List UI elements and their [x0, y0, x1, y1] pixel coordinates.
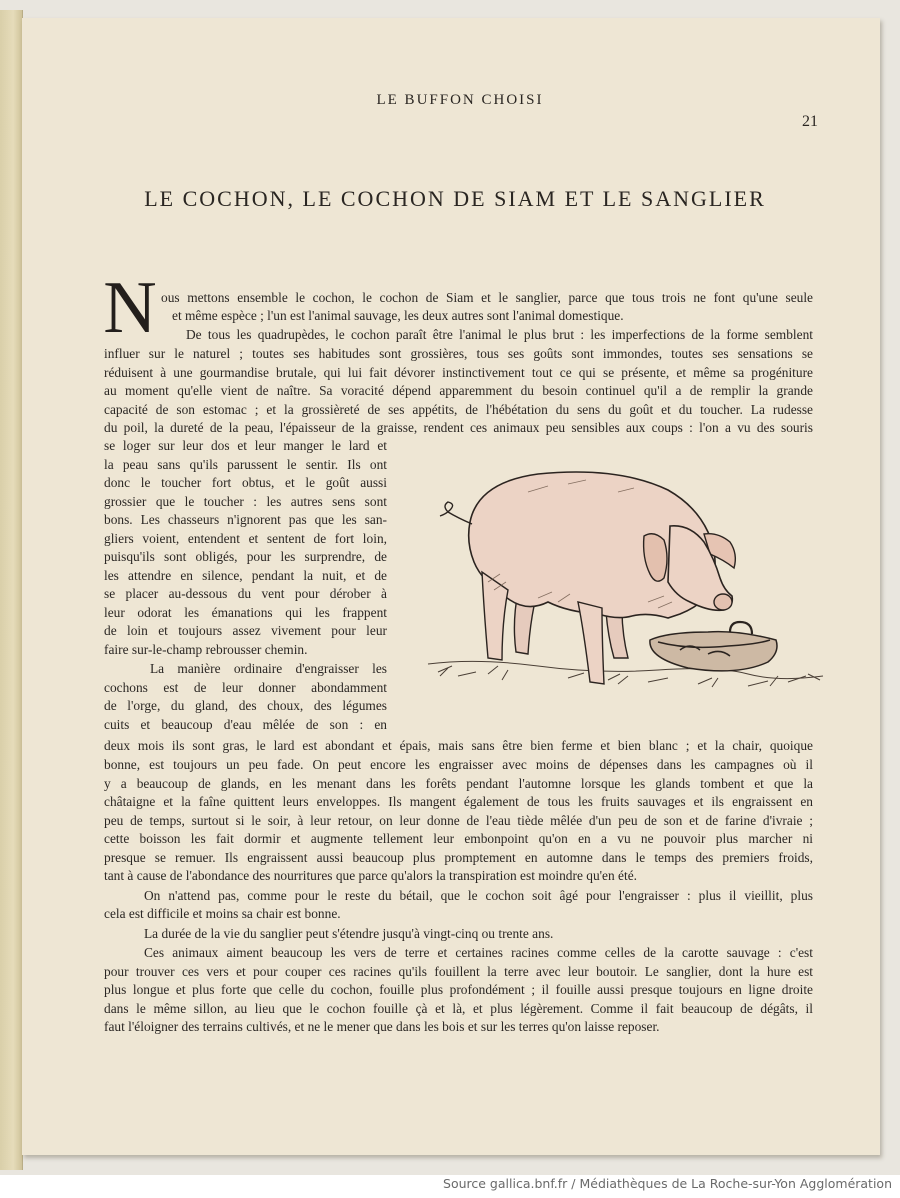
feeding-trough [650, 622, 777, 671]
body-line: presque se remuer. Ils engraissent aussi beaucoup plus promptement en automne dans le temps des premiers froids, [104, 850, 813, 865]
column-line: leur odorat les émanations qui les frappent [104, 605, 387, 620]
ground-straw [428, 661, 823, 687]
intro-line: ous mettons ensemble le cochon, le cochon de Siam et le sanglier, parce que tous trois ne font qu'une seule [161, 290, 813, 305]
column-line: gliers voient, entendent et sentent de fort loin, [104, 531, 387, 546]
column-line: la peau sans qu'ils parussent le sentir. Ils ont [104, 457, 387, 472]
body-line: faut l'éloigner des terrains cultivés, et ne le mener que dans les bois et sur les terres qu'on laisse reposer. [104, 1019, 660, 1034]
column-line: puisqu'ils sont obligés, pour les surprendre, de [104, 549, 387, 564]
body-line: De tous les quadrupèdes, le cochon paraît être l'animal le plus brut : les imperfections de la forme semblent [186, 327, 813, 342]
column-line: cuits et beaucoup d'eau mêlée de son : en [104, 717, 387, 732]
column-line: grossier que le toucher : les autres sens sont [104, 494, 387, 509]
column-line: se placer au-dessous du vent pour dérober à [104, 586, 387, 601]
pig-snout [714, 594, 732, 610]
column-line: se loger sur leur dos et leur manger le lard et [104, 438, 387, 453]
chapter-title: LE COCHON, LE COCHON DE SIAM ET LE SANGLIER [144, 186, 766, 211]
body-line: bonne, est toujours un peu fade. On peut encore les engraisser avec moins de dépenses dans les campagnes où il [104, 757, 813, 772]
body-line: On n'attend pas, comme pour le reste du bétail, que le cochon soit âgé pour l'engraisser : plus il vieillit, plus [144, 888, 813, 903]
page-number: 21 [802, 113, 818, 130]
previous-page-edge [0, 10, 23, 1170]
body-line: Ces animaux aiment beaucoup les vers de terre et certaines racines comme celles de la carotte sauvage : c'est [144, 945, 813, 960]
source-attribution: Source gallica.bnf.fr / Médiathèques de La Roche-sur-Yon Agglomération [443, 1176, 892, 1191]
body-line: châtaigne et la faîne quittent leurs enveloppes. Ils mangent également de tous les fruits sauvages et ils engraissent en [104, 794, 813, 809]
intro-line: et même espèce ; l'un est l'animal sauvage, les deux autres sont l'animal domestique. [172, 308, 624, 323]
column-line: donc le toucher fort obtus, et le goût aussi [104, 475, 387, 490]
column-line: de l'orge, du gland, des choux, des légumes [104, 698, 387, 713]
running-title: LE BUFFON CHOISI [376, 92, 544, 108]
body-line: tant à cause de l'abondance des nourritures que parce qu'alors la transpiration est moindre qu'en été. [104, 868, 637, 883]
body-line: dans le même sillon, au lieu que le cochon fouille çà et là, et plus légèrement. Comme il fait beaucoup de dégâts, il [104, 1001, 813, 1016]
body-line: réduisent à une gourmandise brutale, qui lui fait dévorer instinctivement tout ce qui se présente, et même sa progéniture [104, 365, 813, 380]
body-line: pour trouver ces vers et pour couper ces racines qu'ils fouillent la terre avec leur boutoir. Le sanglier, dont la hure est [104, 964, 813, 979]
column-line: La manière ordinaire d'engraisser les [150, 661, 387, 676]
body-line: deux mois ils sont gras, le lard est abondant et épais, mais sans être bien ferme et bien blanc ; et la chair, quoique [104, 738, 813, 753]
body-line: au moment qu'elle vient de naître. Sa voracité dépend apparemment du besoin continuel qu'il a de remplir la grande [104, 383, 813, 398]
body-line: du poil, la dureté de la peau, l'épaisseur de la graisse, rendent ces animaux peu sensibles aux coups : l'on a vu des souris [104, 420, 813, 435]
body-line: capacité de son estomac ; et la grossièreté de ses appétits, de l'hébétation du sens du goût et du toucher. La rudesse [104, 402, 813, 417]
column-line: les attendre en silence, pendant la nuit, et de [104, 568, 387, 583]
column-line: cochons est de leur donner abondamment [104, 680, 387, 695]
column-line: bons. Les chasseurs n'ignorent pas que les san- [104, 512, 387, 527]
body-line: cela est difficile et moins sa chair est bonne. [104, 906, 341, 921]
body-line: plus longue et plus forte que celle du cochon, fouille plus profondément ; il fouille aussi presque toujours en ligne droite [104, 982, 813, 997]
body-line: peu de temps, surtout si le soir, à leur retour, on leur donne de l'eau tiède mêlée d'un peu de son et de farine d'ivraie ; [104, 813, 813, 828]
column-line: de loin et toujours assez vivement pour leur [104, 623, 387, 638]
body-line: influer sur le naturel ; toutes ses habitudes sont grossières, tous ses goûts sont immondes, toutes ses sensations se [104, 346, 813, 361]
body-line: cette boisson les fait dormir et augmente tellement leur embonpoint qu'on en a vu ne pouvoir plus marcher ni [104, 831, 813, 846]
drop-cap: N [103, 267, 157, 349]
pig-illustration [418, 462, 830, 702]
body-line: La durée de la vie du sanglier peut s'étendre jusqu'à vingt-cinq ou trente ans. [144, 926, 554, 941]
pig-tail [440, 502, 472, 524]
body-line: y a beaucoup de glands, en les menant dans les forêts pendant l'automne lorsque les glands tombent et que la [104, 776, 813, 791]
column-line: faire sur-le-champ rebrousser chemin. [104, 642, 308, 657]
